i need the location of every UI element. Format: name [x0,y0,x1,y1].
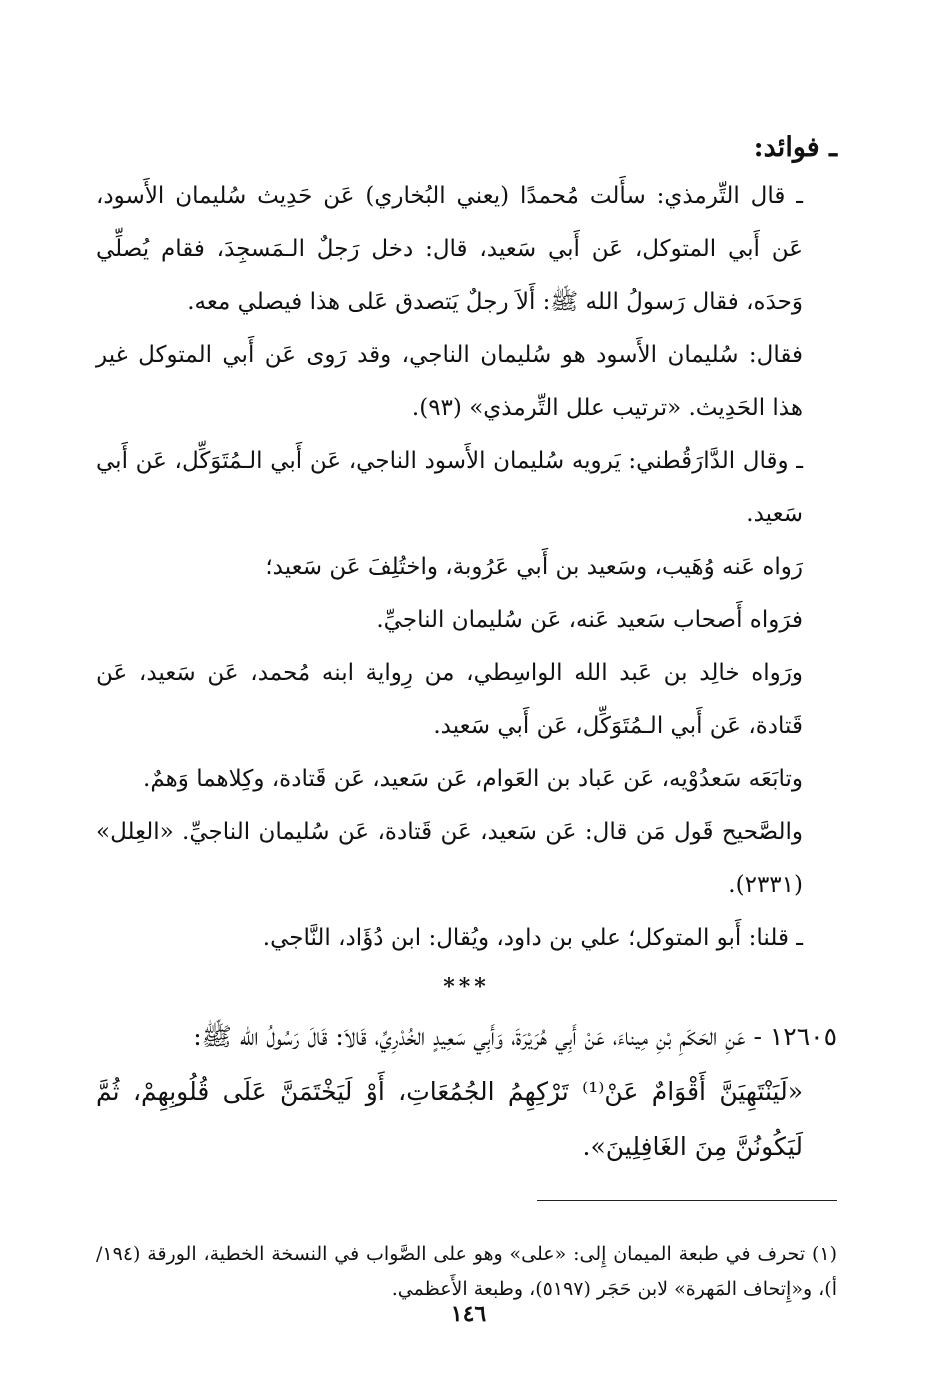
paragraph-khalid: ورَواه خالِد بن عَبد الله الواسِطي، من رِواية ابنه مُحمد، عَن سَعيد، عَن قَتادة، عَن أَبي الـمُتَوَكِّل، عَن أَبي سَعيد. [96,660,803,739]
paragraph-our-note: ـ قلنا: أَبو المتوكل؛ علي بن داود، ويُقال: ابن دُؤَاد، النَّاجي. [262,925,803,951]
paragraph-daraqutni-intro: ـ وقال الدَّارَقُطني: يَرويه سُليمان الأَسود الناجي، عَن أَبي الـمُتَوَكِّل، عَن أَبي سَعيد. [96,448,803,527]
hadith-matn: «لَيَنْتَهِيَنَّ أَقْوَامٌ عَنْ⁽¹⁾ تَرْكِهِمُ الجُمُعَاتِ، أَوْ لَيَخْتَمَنَّ عَلَى قُلُوبِهِمْ، ثُمَّ لَيَكُونُنَّ مِنَ الغَافِلِينَ». [96,1077,803,1161]
paragraph-narrators: رَواه عَنه وُهَيب، وسَعيد بن أَبي عَرُوبة، واختُلِفَ عَن سَعيد؛ [265,554,803,580]
page-body [96,128,837,1174]
paragraph-sadawaih: وتابَعَه سَعدُوْيه، عَن عَباد بن العَوام، عَن سَعيد، عَن قَتادة، وكِلاهما وَهمٌ. [143,766,803,792]
footnote-divider [537,1200,837,1201]
footnote: (١) تحرف في طبعة الميمان إِلى: «على» وهو على الصَّواب في النسخة الخطية، الورقة (١٩٤/أ)، و«إِتحاف المَهرة» لابن حَجَر (٥١٩٧)، وطبعة الأَعظمي. [96,1243,837,1300]
page-number: ١٤٦ [450,1301,487,1327]
paragraph-tirmidhi-question: ـ قال التِّرمذي: سأَلت مُحمدًا (يعني البُخاري) عَن حَدِيث سُليمان الأَسود، عَن أَبي المتوكل، عَن أَبي سَعيد، قال: دخل رَجلٌ الـمَسجِدَ، فقام يُصلِّي وَحدَه، فقال رَسولُ الله ﷺ: أَلاَ رجلٌ يَتصدق عَلى هذا فيصلي معه. [96,183,803,315]
section-heading: ـ فوائد: [753,132,837,163]
section-separator: *** [443,974,490,1000]
paragraph-tirmidhi-answer: فقال: سُليمان الأَسود هو سُليمان الناجي، وقد رَوى عَن أَبي المتوكل غير هذا الحَدِيث. «ترتيب علل التِّرمذي» (٩٣). [96,342,803,421]
paragraph-correct-view: والصَّحيح قَول مَن قال: عَن سَعيد، عَن قَتادة، عَن سُليمان الناجيِّ. «العِلل» (٢٣٣١). [96,819,803,898]
paragraph-companions: فرَواه أَصحاب سَعيد عَنه، عَن سُليمان الناجيِّ. [376,607,803,633]
hadith-isnad: ١٢٦٠٥ - عَنِ الحَكَمِ بْنِ مِيناءَ، عَنْ أَبِي هُرَيْرَةَ، وَأَبِي سَعِيدٍ الخُدْرِيِّ، قَالاَ: قَالَ رَسُولُ الله ﷺ: [193,1022,837,1051]
